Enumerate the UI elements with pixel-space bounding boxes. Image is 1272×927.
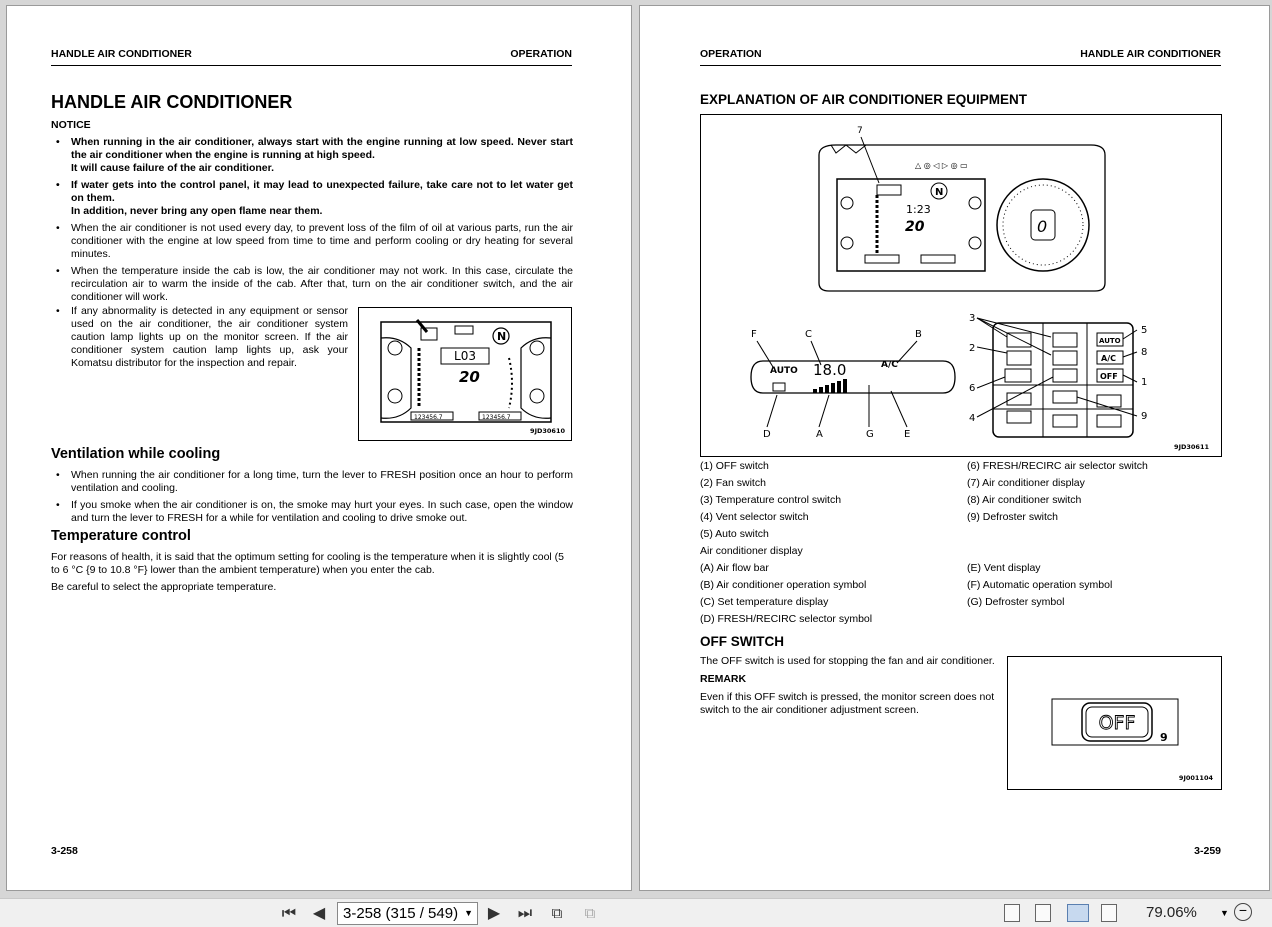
pdf-toolbar bbox=[0, 898, 1272, 927]
page-number: 3-259 bbox=[1194, 845, 1221, 857]
off-switch-illustration bbox=[1008, 657, 1221, 789]
notice-item: • When running in the air conditioner, always start with the engine running at low speed. Never start the air conditioner when the engine is running at high speed. It will cause failure of the air conditioner. bbox=[51, 136, 573, 175]
monitor-figure bbox=[358, 307, 572, 441]
svg-text:F: F bbox=[751, 329, 757, 340]
legend-item: (8) Air conditioner switch bbox=[967, 494, 1082, 506]
list-item: • When the air conditioner is not used every day, to prevent loss of the film of oil at various parts, run the air conditioner with the engine at low speed from time to time and perform cooling or dry heating for several minutes. bbox=[51, 222, 573, 261]
remark-paragraph: Even if this OFF switch is pressed, the monitor screen does not switch to the air conditioner adjustment screen. bbox=[700, 691, 995, 716]
section-heading: EXPLANATION OF AIR CONDITIONER EQUIPMENT bbox=[700, 92, 1028, 107]
zoom-chevron-down-icon[interactable]: ▼ bbox=[1220, 908, 1229, 918]
legend-item: (F) Automatic operation symbol bbox=[967, 579, 1113, 591]
header-left: HANDLE AIR CONDITIONER bbox=[51, 48, 192, 60]
off-switch-figure bbox=[1007, 656, 1222, 790]
legend-item: (2) Fan switch bbox=[700, 477, 766, 489]
go-forward-view-icon[interactable]: ⧉ bbox=[584, 904, 596, 922]
svg-text:8: 8 bbox=[1141, 347, 1148, 358]
remark-label: REMARK bbox=[700, 673, 747, 685]
first-page-icon[interactable]: ⏮ bbox=[281, 903, 297, 922]
legend-item: (C) Set temperature display bbox=[700, 596, 829, 608]
svg-text:0: 0 bbox=[1037, 217, 1048, 236]
previous-page-icon[interactable]: ◀ bbox=[312, 903, 326, 922]
clock-text: 1:23 bbox=[906, 203, 931, 216]
speed-text: 20 bbox=[459, 368, 480, 386]
svg-text:B: B bbox=[915, 329, 922, 340]
svg-text:2: 2 bbox=[969, 343, 976, 354]
svg-text:7: 7 bbox=[857, 126, 863, 136]
off-switch-heading: OFF SWITCH bbox=[700, 634, 784, 649]
svg-text:AUTO: AUTO bbox=[1099, 337, 1121, 345]
svg-text:123456.7: 123456.7 bbox=[482, 414, 511, 421]
legend-item: (1) OFF switch bbox=[700, 460, 769, 472]
svg-text:C: C bbox=[805, 329, 812, 340]
figure-code: 9JD30610 bbox=[530, 427, 565, 435]
list-item: • If any abnormality is detected in any equipment or sensor used on the air conditioner, the air conditioner system caution lamp lights up on the monitor screen. If the air conditioner system caution lamp lights up, ask your Komatsu distributor for the inspection and repair. bbox=[51, 305, 348, 370]
ac-equipment-figure bbox=[700, 114, 1222, 457]
page-title: HANDLE AIR CONDITIONER bbox=[51, 92, 293, 112]
set-temp-text: 18.0 bbox=[813, 361, 847, 379]
svg-text:5: 5 bbox=[1141, 325, 1148, 336]
page-right bbox=[639, 5, 1270, 891]
svg-text:N: N bbox=[935, 187, 944, 198]
continuous-facing-view-icon[interactable] bbox=[1101, 904, 1117, 922]
auto-symbol: AUTO bbox=[770, 366, 798, 376]
notice-label: NOTICE bbox=[51, 119, 91, 131]
off-label: OFF bbox=[1098, 712, 1136, 734]
running-header bbox=[700, 44, 1221, 66]
ac-equipment-illustration bbox=[701, 115, 1221, 456]
svg-text:3: 3 bbox=[969, 313, 976, 324]
temperature-heading: Temperature control bbox=[51, 528, 191, 544]
figure-code: 9JD30611 bbox=[1174, 443, 1209, 451]
zoom-out-icon[interactable]: − bbox=[1234, 903, 1252, 921]
temperature-paragraph: For reasons of health, it is said that the optimum setting for cooling is the temperature when it is slightly cool (5 to 6 °C {9 to 10.8 °F} lower than the ambient temperature) when you enter the cab. bbox=[51, 551, 564, 576]
facing-pages-view-icon[interactable] bbox=[1067, 904, 1089, 922]
svg-text:123456.7: 123456.7 bbox=[414, 414, 443, 421]
svg-text:A/C: A/C bbox=[1101, 354, 1116, 363]
legend-item: (5) Auto switch bbox=[700, 528, 769, 540]
header-right: OPERATION bbox=[510, 48, 572, 60]
ventilation-list bbox=[51, 469, 573, 529]
speed-text: 20 bbox=[905, 219, 925, 235]
next-page-icon[interactable]: ▶ bbox=[487, 903, 501, 922]
caution-list bbox=[51, 305, 348, 374]
go-back-view-icon[interactable]: ⧉ bbox=[551, 904, 563, 922]
svg-text:△ ◎ ◁ ▷ ◎ ▭: △ ◎ ◁ ▷ ◎ ▭ bbox=[915, 161, 968, 170]
temperature-note: Be careful to select the appropriate temperature. bbox=[51, 581, 277, 593]
page-number-field[interactable] bbox=[337, 902, 478, 925]
chevron-down-icon[interactable]: ▼ bbox=[464, 908, 473, 918]
continuous-view-icon[interactable] bbox=[1035, 904, 1051, 922]
list-item: • If you smoke when the air conditioner is on, the smoke may hurt your eyes. In such case, open the window and turn the lever to FRESH for a while for ventilation and cooling to drive smoke out. bbox=[51, 499, 573, 525]
legend-item: (B) Air conditioner operation symbol bbox=[700, 579, 867, 591]
svg-text:9: 9 bbox=[1141, 411, 1148, 422]
ac-symbol: A/C bbox=[881, 360, 898, 370]
legend-item: Air conditioner display bbox=[700, 545, 803, 557]
callout-number: 9 bbox=[1160, 731, 1168, 744]
svg-text:N: N bbox=[497, 330, 507, 343]
svg-text:4: 4 bbox=[969, 413, 976, 424]
header-right: HANDLE AIR CONDITIONER bbox=[1080, 48, 1221, 60]
last-page-icon[interactable]: ⏭ bbox=[517, 903, 533, 922]
list-item: • When running the air conditioner for a long time, turn the lever to FRESH position once an hour to perform ventilation and cooling. bbox=[51, 469, 573, 495]
svg-text:6: 6 bbox=[969, 383, 976, 394]
svg-text:OFF: OFF bbox=[1100, 372, 1118, 381]
legend-item: (9) Defroster switch bbox=[967, 511, 1059, 523]
page-left bbox=[6, 5, 632, 891]
ventilation-heading: Ventilation while cooling bbox=[51, 446, 221, 462]
legend-item: (E) Vent display bbox=[967, 562, 1041, 574]
zoom-level[interactable]: 79.06% bbox=[1146, 904, 1197, 921]
svg-text:A: A bbox=[816, 429, 823, 440]
legend-item: (4) Vent selector switch bbox=[700, 511, 809, 523]
legend-item: (3) Temperature control switch bbox=[700, 494, 842, 506]
svg-text:1: 1 bbox=[1141, 377, 1148, 388]
legend-item: (6) FRESH/RECIRC air selector switch bbox=[967, 460, 1148, 472]
mode-text: L03 bbox=[454, 349, 476, 363]
svg-text:G: G bbox=[866, 429, 874, 440]
running-header bbox=[51, 44, 572, 66]
svg-text:E: E bbox=[904, 429, 911, 440]
legend-item: (D) FRESH/RECIRC selector symbol bbox=[700, 613, 873, 625]
legend-item: (7) Air conditioner display bbox=[967, 477, 1085, 489]
off-switch-paragraph: The OFF switch is used for stopping the fan and air conditioner. bbox=[700, 655, 995, 667]
figure-code: 9J001104 bbox=[1178, 774, 1213, 782]
legend-item: (G) Defroster symbol bbox=[967, 596, 1065, 608]
legend-right bbox=[967, 458, 1222, 611]
page-number-value: 3-258 (315 / 549) bbox=[343, 905, 459, 922]
notice-list bbox=[51, 136, 573, 308]
notice-item: • If water gets into the control panel, it may lead to unexpected failure, take care not to let water get on them. In addition, never bring any open flame near them. bbox=[51, 179, 573, 218]
list-item: • When the temperature inside the cab is low, the air conditioner may not work. In this case, circulate the recirculation air to warm the inside of the cab. After that, turn on the air conditioner switch, and the air conditioner will work. bbox=[51, 265, 573, 304]
legend-left bbox=[700, 458, 962, 628]
svg-text:D: D bbox=[763, 429, 771, 440]
header-left: OPERATION bbox=[700, 48, 762, 60]
legend-item: (A) Air flow bar bbox=[700, 562, 769, 574]
monitor-illustration bbox=[359, 308, 571, 440]
single-page-view-icon[interactable] bbox=[1004, 904, 1020, 922]
page-number: 3-258 bbox=[51, 845, 78, 857]
